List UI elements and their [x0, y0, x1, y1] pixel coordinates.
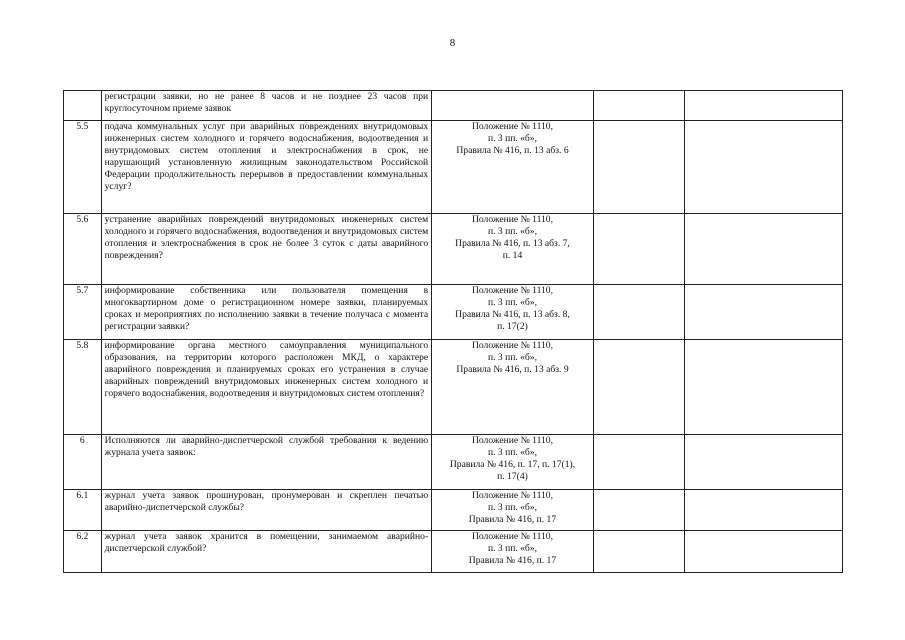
table-row — [64, 91, 843, 121]
legal-reference-line: Правила № 416, п. 13 абз. 9 — [456, 363, 569, 375]
question-cell — [101, 121, 432, 214]
legal-reference-line: Правила № 416, п. 13 абз. 7, — [455, 237, 570, 249]
checklist-table — [63, 90, 843, 573]
legal-reference-cell — [432, 340, 594, 435]
legal-reference-cell — [432, 531, 594, 573]
table-row — [64, 435, 843, 490]
answer-cell — [593, 435, 685, 490]
legal-reference-line: Правила № 416, п. 13 абз. 6 — [456, 144, 569, 156]
legal-reference-cell — [432, 121, 594, 214]
answer-cell — [593, 121, 685, 214]
legal-reference-line: п. 3 пп. «б», — [487, 351, 538, 363]
legal-reference-cell — [432, 214, 594, 285]
legal-reference-line: Правила № 416, п. 17 — [468, 554, 557, 566]
answer-cell — [593, 490, 685, 531]
legal-reference-line: п. 17(4) — [497, 470, 528, 482]
answer-cell — [593, 340, 685, 435]
question-cell — [101, 340, 432, 435]
legal-reference-line: Положение № 1110, — [471, 285, 554, 296]
legal-reference-line: п. 3 пп. «б», — [487, 446, 538, 458]
question-cell — [101, 435, 432, 490]
note-cell — [685, 435, 843, 490]
table-row — [64, 490, 843, 531]
item-number: 5.8 — [64, 340, 102, 435]
question-text: подача коммунальных услуг при аварийных повреждениях внутридомовых инженерных систем холодного и горячего водоснабжения, водоотведения и внутридомовых систем отопления и электроснабжения в срок, не нарушающий установленную жилищным законодательством Российской Федерации продолжительность перерывов в предоставлении коммунальных услуг? — [104, 121, 429, 192]
answer-cell — [593, 531, 685, 573]
note-cell — [685, 121, 843, 214]
note-cell — [685, 531, 843, 573]
legal-reference-cell — [432, 285, 594, 340]
note-cell — [685, 214, 843, 285]
question-cell — [101, 91, 432, 121]
legal-reference-line: п. 17(2) — [497, 320, 528, 332]
item-number: 6 — [64, 435, 102, 490]
note-cell — [685, 285, 843, 340]
legal-reference-line: Положение № 1110, — [471, 214, 554, 225]
table-row — [64, 531, 843, 573]
item-number: 5.6 — [64, 214, 102, 285]
question-cell — [101, 531, 432, 573]
question-text: Исполняются ли аварийно-диспетчерской службой требования к ведению журнала учета заявок: — [104, 435, 429, 458]
legal-reference-line: п. 14 — [502, 249, 523, 261]
question-text: информирование органа местного самоуправления муниципального образования, на территории которого расположен МКД, о характере аварийного повреждения и планируемых сроках его устранения в случае аварийных повреждений внутридомовых инженерных систем холодного и горячего водоснабжения, водоотведения и внутридомовых систем отопления? — [104, 340, 429, 399]
question-text: журнал учета заявок прошнурован, пронумерован и скреплен печатью аварийно-диспетчерской службы? — [104, 490, 429, 513]
legal-reference-cell — [432, 91, 594, 121]
item-number: 6.2 — [64, 531, 102, 573]
table-row — [64, 121, 843, 214]
answer-cell — [593, 91, 685, 121]
legal-reference-line: Положение № 1110, — [471, 531, 554, 542]
answer-cell — [593, 285, 685, 340]
legal-reference-line: Правила № 416, п. 17, п. 17(1), — [449, 458, 576, 470]
legal-reference-line: п. 3 пп. «б», — [487, 225, 538, 237]
item-number: 5.5 — [64, 121, 102, 214]
question-cell — [101, 285, 432, 340]
note-cell — [685, 91, 843, 121]
legal-reference-cell — [432, 435, 594, 490]
question-text: устранение аварийных повреждений внутридомовых инженерных систем холодного и горячего водоснабжения, водоотведения и внутридомовых систем отопления и электроснабжения в срок не более 3 суток с даты аварийного повреждения? — [104, 214, 429, 261]
checklist-rows — [64, 91, 843, 573]
legal-reference-line: Положение № 1110, — [471, 121, 554, 132]
legal-reference-line: Положение № 1110, — [471, 490, 554, 501]
note-cell — [685, 490, 843, 531]
question-text: регистрации заявки, но не ранее 8 часов и не позднее 23 часов при круглосуточном приеме заявок — [104, 91, 429, 114]
legal-reference-cell — [432, 490, 594, 531]
page-number: 8 — [449, 37, 456, 49]
table-row — [64, 285, 843, 340]
legal-reference-line: п. 3 пп. «б», — [487, 542, 538, 554]
question-text: журнал учета заявок хранится в помещении, занимаемом аварийно-диспетчерской службой? — [104, 531, 429, 554]
question-text: информирование собственника или пользователя помещения в многоквартирном доме о регистрационном номере заявки, планируемых сроках и мероприятиях по исполнению заявки в течение получаса с момента регистрации заявки? — [104, 285, 429, 332]
question-cell — [101, 214, 432, 285]
note-cell — [685, 340, 843, 435]
legal-reference-line: Положение № 1110, — [471, 435, 554, 446]
legal-reference-line: Правила № 416, п. 13 абз. 8, — [455, 308, 570, 320]
table-row — [64, 340, 843, 435]
item-number: 5.7 — [64, 285, 102, 340]
legal-reference-line: п. 3 пп. «б», — [487, 132, 538, 144]
item-number: 6.1 — [64, 490, 102, 531]
table-row — [64, 214, 843, 285]
item-number — [64, 91, 102, 121]
legal-reference-line: Правила № 416, п. 17 — [468, 513, 557, 525]
legal-reference-line: п. 3 пп. «б», — [487, 296, 538, 308]
question-cell — [101, 490, 432, 531]
legal-reference-line: Положение № 1110, — [471, 340, 554, 351]
legal-reference-line: п. 3 пп. «б», — [487, 501, 538, 513]
answer-cell — [593, 214, 685, 285]
